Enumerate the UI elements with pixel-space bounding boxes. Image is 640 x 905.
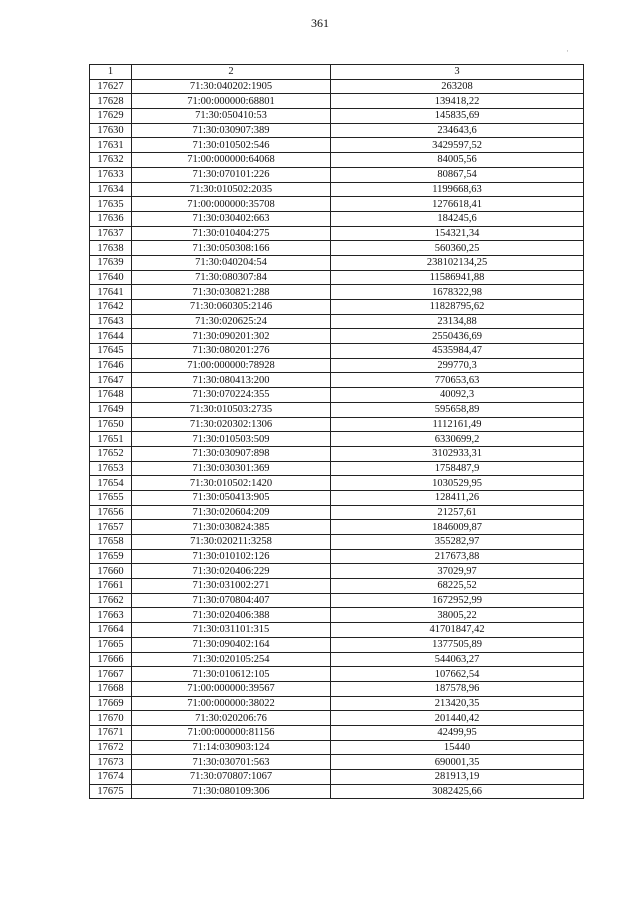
row-number-cell: 17637 bbox=[90, 226, 132, 241]
value-cell: 2550436,69 bbox=[331, 329, 584, 344]
cadastral-number-cell: 71:30:060305:2146 bbox=[132, 300, 331, 315]
table-row bbox=[90, 402, 584, 417]
row-number-cell: 17631 bbox=[90, 138, 132, 153]
cadastral-number-cell: 71:30:090201:302 bbox=[132, 329, 331, 344]
table-row bbox=[90, 123, 584, 138]
value-cell: 213420,35 bbox=[331, 696, 584, 711]
row-number-cell: 17658 bbox=[90, 535, 132, 550]
row-number-cell: 17629 bbox=[90, 109, 132, 124]
value-cell: 42499,95 bbox=[331, 725, 584, 740]
cadastral-number-cell: 71:14:030903:124 bbox=[132, 740, 331, 755]
row-number-cell: 17665 bbox=[90, 637, 132, 652]
table-row bbox=[90, 770, 584, 785]
row-number-cell: 17668 bbox=[90, 681, 132, 696]
table-row bbox=[90, 344, 584, 359]
cadastral-number-cell: 71:30:010102:126 bbox=[132, 549, 331, 564]
cadastral-number-cell: 71:30:020604:209 bbox=[132, 505, 331, 520]
table-row bbox=[90, 94, 584, 109]
row-number-cell: 17660 bbox=[90, 564, 132, 579]
cadastral-number-cell: 71:30:010503:2735 bbox=[132, 402, 331, 417]
table-row bbox=[90, 476, 584, 491]
row-number-cell: 17636 bbox=[90, 211, 132, 226]
row-number-cell: 17650 bbox=[90, 417, 132, 432]
row-number-cell: 17675 bbox=[90, 784, 132, 799]
row-number-cell: 17640 bbox=[90, 270, 132, 285]
cadastral-number-cell: 71:30:030821:288 bbox=[132, 285, 331, 300]
table-row bbox=[90, 329, 584, 344]
table-row bbox=[90, 270, 584, 285]
cadastral-number-cell: 71:30:050308:166 bbox=[132, 241, 331, 256]
table-header bbox=[90, 65, 584, 80]
table-row bbox=[90, 608, 584, 623]
row-number-cell: 17645 bbox=[90, 344, 132, 359]
value-cell: 128411,26 bbox=[331, 490, 584, 505]
table-row bbox=[90, 417, 584, 432]
value-cell: 1377505,89 bbox=[331, 637, 584, 652]
cadastral-number-cell: 71:30:020211:3258 bbox=[132, 535, 331, 550]
value-cell: 145835,69 bbox=[331, 109, 584, 124]
value-cell: 11828795,62 bbox=[331, 300, 584, 315]
row-number-cell: 17664 bbox=[90, 623, 132, 638]
value-cell: 68225,52 bbox=[331, 579, 584, 594]
value-cell: 690001,35 bbox=[331, 755, 584, 770]
value-cell: 154321,34 bbox=[331, 226, 584, 241]
table-row bbox=[90, 446, 584, 461]
table-row bbox=[90, 211, 584, 226]
table-row bbox=[90, 535, 584, 550]
row-number-cell: 17672 bbox=[90, 740, 132, 755]
cadastral-number-cell: 71:30:090402:164 bbox=[132, 637, 331, 652]
table-row bbox=[90, 549, 584, 564]
cadastral-number-cell: 71:30:070807:1067 bbox=[132, 770, 331, 785]
row-number-cell: 17627 bbox=[90, 79, 132, 94]
column-header-value: 3 bbox=[331, 65, 584, 80]
row-number-cell: 17634 bbox=[90, 182, 132, 197]
row-number-cell: 17638 bbox=[90, 241, 132, 256]
row-number-cell: 17655 bbox=[90, 490, 132, 505]
cadastral-number-cell: 71:30:020406:388 bbox=[132, 608, 331, 623]
value-cell: 40092,3 bbox=[331, 388, 584, 403]
cadastral-number-cell: 71:30:030402:663 bbox=[132, 211, 331, 226]
value-cell: 201440,42 bbox=[331, 711, 584, 726]
cadastral-number-cell: 71:30:010612:105 bbox=[132, 667, 331, 682]
row-number-cell: 17643 bbox=[90, 314, 132, 329]
value-cell: 107662,54 bbox=[331, 667, 584, 682]
value-cell: 184245,6 bbox=[331, 211, 584, 226]
cadastral-number-cell: 71:30:020206:76 bbox=[132, 711, 331, 726]
table-row bbox=[90, 667, 584, 682]
row-number-cell: 17644 bbox=[90, 329, 132, 344]
row-number-cell: 17639 bbox=[90, 255, 132, 270]
row-number-cell: 17633 bbox=[90, 167, 132, 182]
row-number-cell: 17652 bbox=[90, 446, 132, 461]
value-cell: 238102134,25 bbox=[331, 255, 584, 270]
table-row bbox=[90, 623, 584, 638]
value-cell: 770653,63 bbox=[331, 373, 584, 388]
row-number-cell: 17628 bbox=[90, 94, 132, 109]
cadastral-number-cell: 71:30:040204:54 bbox=[132, 255, 331, 270]
table-row bbox=[90, 300, 584, 315]
table-row bbox=[90, 432, 584, 447]
row-number-cell: 17647 bbox=[90, 373, 132, 388]
table-row bbox=[90, 520, 584, 535]
row-number-cell: 17657 bbox=[90, 520, 132, 535]
table-row bbox=[90, 358, 584, 373]
value-cell: 544063,27 bbox=[331, 652, 584, 667]
value-cell: 355282,97 bbox=[331, 535, 584, 550]
row-number-cell: 17654 bbox=[90, 476, 132, 491]
value-cell: 80867,54 bbox=[331, 167, 584, 182]
table-row bbox=[90, 461, 584, 476]
table-row bbox=[90, 652, 584, 667]
value-cell: 1199668,63 bbox=[331, 182, 584, 197]
cadastral-number-cell: 71:30:020406:229 bbox=[132, 564, 331, 579]
cadastral-number-cell: 71:30:050413:905 bbox=[132, 490, 331, 505]
cadastral-number-cell: 71:30:031101:315 bbox=[132, 623, 331, 638]
row-number-cell: 17669 bbox=[90, 696, 132, 711]
row-number-cell: 17666 bbox=[90, 652, 132, 667]
header-row bbox=[90, 65, 584, 80]
table-row bbox=[90, 138, 584, 153]
table-row bbox=[90, 167, 584, 182]
value-cell: 1678322,98 bbox=[331, 285, 584, 300]
value-cell: 1276618,41 bbox=[331, 197, 584, 212]
cadastral-number-cell: 71:30:030701:563 bbox=[132, 755, 331, 770]
value-cell: 84005,56 bbox=[331, 153, 584, 168]
value-cell: 1030529,95 bbox=[331, 476, 584, 491]
row-number-cell: 17653 bbox=[90, 461, 132, 476]
table-row bbox=[90, 740, 584, 755]
row-number-cell: 17659 bbox=[90, 549, 132, 564]
value-cell: 139418,22 bbox=[331, 94, 584, 109]
column-header-number: 1 bbox=[90, 65, 132, 80]
cadastral-number-cell: 71:30:020105:254 bbox=[132, 652, 331, 667]
table-row bbox=[90, 681, 584, 696]
value-cell: 6330699,2 bbox=[331, 432, 584, 447]
row-number-cell: 17632 bbox=[90, 153, 132, 168]
cadastral-number-cell: 71:30:010404:275 bbox=[132, 226, 331, 241]
table-row bbox=[90, 197, 584, 212]
cadastral-number-cell: 71:30:030907:898 bbox=[132, 446, 331, 461]
value-cell: 3082425,66 bbox=[331, 784, 584, 799]
row-number-cell: 17649 bbox=[90, 402, 132, 417]
table-row bbox=[90, 79, 584, 94]
table-row bbox=[90, 505, 584, 520]
cadastral-number-cell: 71:30:030907:389 bbox=[132, 123, 331, 138]
value-cell: 3429597,52 bbox=[331, 138, 584, 153]
value-cell: 595658,89 bbox=[331, 402, 584, 417]
cadastral-number-cell: 71:00:000000:81156 bbox=[132, 725, 331, 740]
cadastral-number-cell: 71:30:020302:1306 bbox=[132, 417, 331, 432]
cadastral-number-cell: 71:30:050410:53 bbox=[132, 109, 331, 124]
value-cell: 37029,97 bbox=[331, 564, 584, 579]
cadastral-number-cell: 71:00:000000:64068 bbox=[132, 153, 331, 168]
value-cell: 1758487,9 bbox=[331, 461, 584, 476]
value-cell: 263208 bbox=[331, 79, 584, 94]
cadastral-number-cell: 71:30:080307:84 bbox=[132, 270, 331, 285]
value-cell: 41701847,42 bbox=[331, 623, 584, 638]
table-row bbox=[90, 696, 584, 711]
cadastral-number-cell: 71:30:010502:1420 bbox=[132, 476, 331, 491]
page-number: 361 bbox=[311, 16, 329, 30]
table-row bbox=[90, 388, 584, 403]
table-row bbox=[90, 373, 584, 388]
table-row bbox=[90, 593, 584, 608]
table-row bbox=[90, 226, 584, 241]
cadastral-number-cell: 71:00:000000:78928 bbox=[132, 358, 331, 373]
value-cell: 560360,25 bbox=[331, 241, 584, 256]
value-cell: 4535984,47 bbox=[331, 344, 584, 359]
table-row bbox=[90, 182, 584, 197]
cadastral-number-cell: 71:30:010502:2035 bbox=[132, 182, 331, 197]
cadastral-number-cell: 71:30:070804:407 bbox=[132, 593, 331, 608]
cadastral-number-cell: 71:30:080109:306 bbox=[132, 784, 331, 799]
cadastral-number-cell: 71:30:070101:226 bbox=[132, 167, 331, 182]
row-number-cell: 17661 bbox=[90, 579, 132, 594]
cadastral-number-cell: 71:00:000000:35708 bbox=[132, 197, 331, 212]
registry-table bbox=[89, 64, 584, 799]
row-number-cell: 17662 bbox=[90, 593, 132, 608]
row-number-cell: 17663 bbox=[90, 608, 132, 623]
table-row bbox=[90, 725, 584, 740]
corner-mark: · bbox=[566, 46, 569, 56]
table-row bbox=[90, 637, 584, 652]
table-row bbox=[90, 285, 584, 300]
row-number-cell: 17648 bbox=[90, 388, 132, 403]
value-cell: 299770,3 bbox=[331, 358, 584, 373]
value-cell: 1846009,87 bbox=[331, 520, 584, 535]
value-cell: 38005,22 bbox=[331, 608, 584, 623]
value-cell: 1112161,49 bbox=[331, 417, 584, 432]
value-cell: 23134,88 bbox=[331, 314, 584, 329]
value-cell: 15440 bbox=[331, 740, 584, 755]
cadastral-number-cell: 71:30:080413:200 bbox=[132, 373, 331, 388]
row-number-cell: 17673 bbox=[90, 755, 132, 770]
row-number-cell: 17630 bbox=[90, 123, 132, 138]
value-cell: 281913,19 bbox=[331, 770, 584, 785]
cadastral-number-cell: 71:30:031002:271 bbox=[132, 579, 331, 594]
table-row bbox=[90, 241, 584, 256]
cadastral-number-cell: 71:30:010503:509 bbox=[132, 432, 331, 447]
row-number-cell: 17651 bbox=[90, 432, 132, 447]
table-row bbox=[90, 255, 584, 270]
row-number-cell: 17641 bbox=[90, 285, 132, 300]
cadastral-number-cell: 71:00:000000:38022 bbox=[132, 696, 331, 711]
row-number-cell: 17642 bbox=[90, 300, 132, 315]
value-cell: 187578,96 bbox=[331, 681, 584, 696]
table-row bbox=[90, 784, 584, 799]
value-cell: 21257,61 bbox=[331, 505, 584, 520]
row-number-cell: 17670 bbox=[90, 711, 132, 726]
row-number-cell: 17646 bbox=[90, 358, 132, 373]
cadastral-number-cell: 71:30:030824:385 bbox=[132, 520, 331, 535]
cadastral-number-cell: 71:30:070224:355 bbox=[132, 388, 331, 403]
row-number-cell: 17671 bbox=[90, 725, 132, 740]
row-number-cell: 17656 bbox=[90, 505, 132, 520]
table-row bbox=[90, 711, 584, 726]
cadastral-number-cell: 71:30:040202:1905 bbox=[132, 79, 331, 94]
value-cell: 217673,88 bbox=[331, 549, 584, 564]
table-row bbox=[90, 579, 584, 594]
table-row bbox=[90, 153, 584, 168]
value-cell: 11586941,88 bbox=[331, 270, 584, 285]
cadastral-number-cell: 71:30:030301:369 bbox=[132, 461, 331, 476]
cadastral-number-cell: 71:00:000000:68801 bbox=[132, 94, 331, 109]
row-number-cell: 17667 bbox=[90, 667, 132, 682]
row-number-cell: 17635 bbox=[90, 197, 132, 212]
value-cell: 234643,6 bbox=[331, 123, 584, 138]
table-row bbox=[90, 755, 584, 770]
cadastral-number-cell: 71:30:080201:276 bbox=[132, 344, 331, 359]
table-row bbox=[90, 109, 584, 124]
value-cell: 3102933,31 bbox=[331, 446, 584, 461]
row-number-cell: 17674 bbox=[90, 770, 132, 785]
value-cell: 1672952,99 bbox=[331, 593, 584, 608]
table-row bbox=[90, 564, 584, 579]
table-body bbox=[90, 79, 584, 799]
table-row bbox=[90, 490, 584, 505]
cadastral-number-cell: 71:30:010502:546 bbox=[132, 138, 331, 153]
column-header-cadastral: 2 bbox=[132, 65, 331, 80]
table-row bbox=[90, 314, 584, 329]
cadastral-number-cell: 71:00:000000:39567 bbox=[132, 681, 331, 696]
cadastral-number-cell: 71:30:020625:24 bbox=[132, 314, 331, 329]
